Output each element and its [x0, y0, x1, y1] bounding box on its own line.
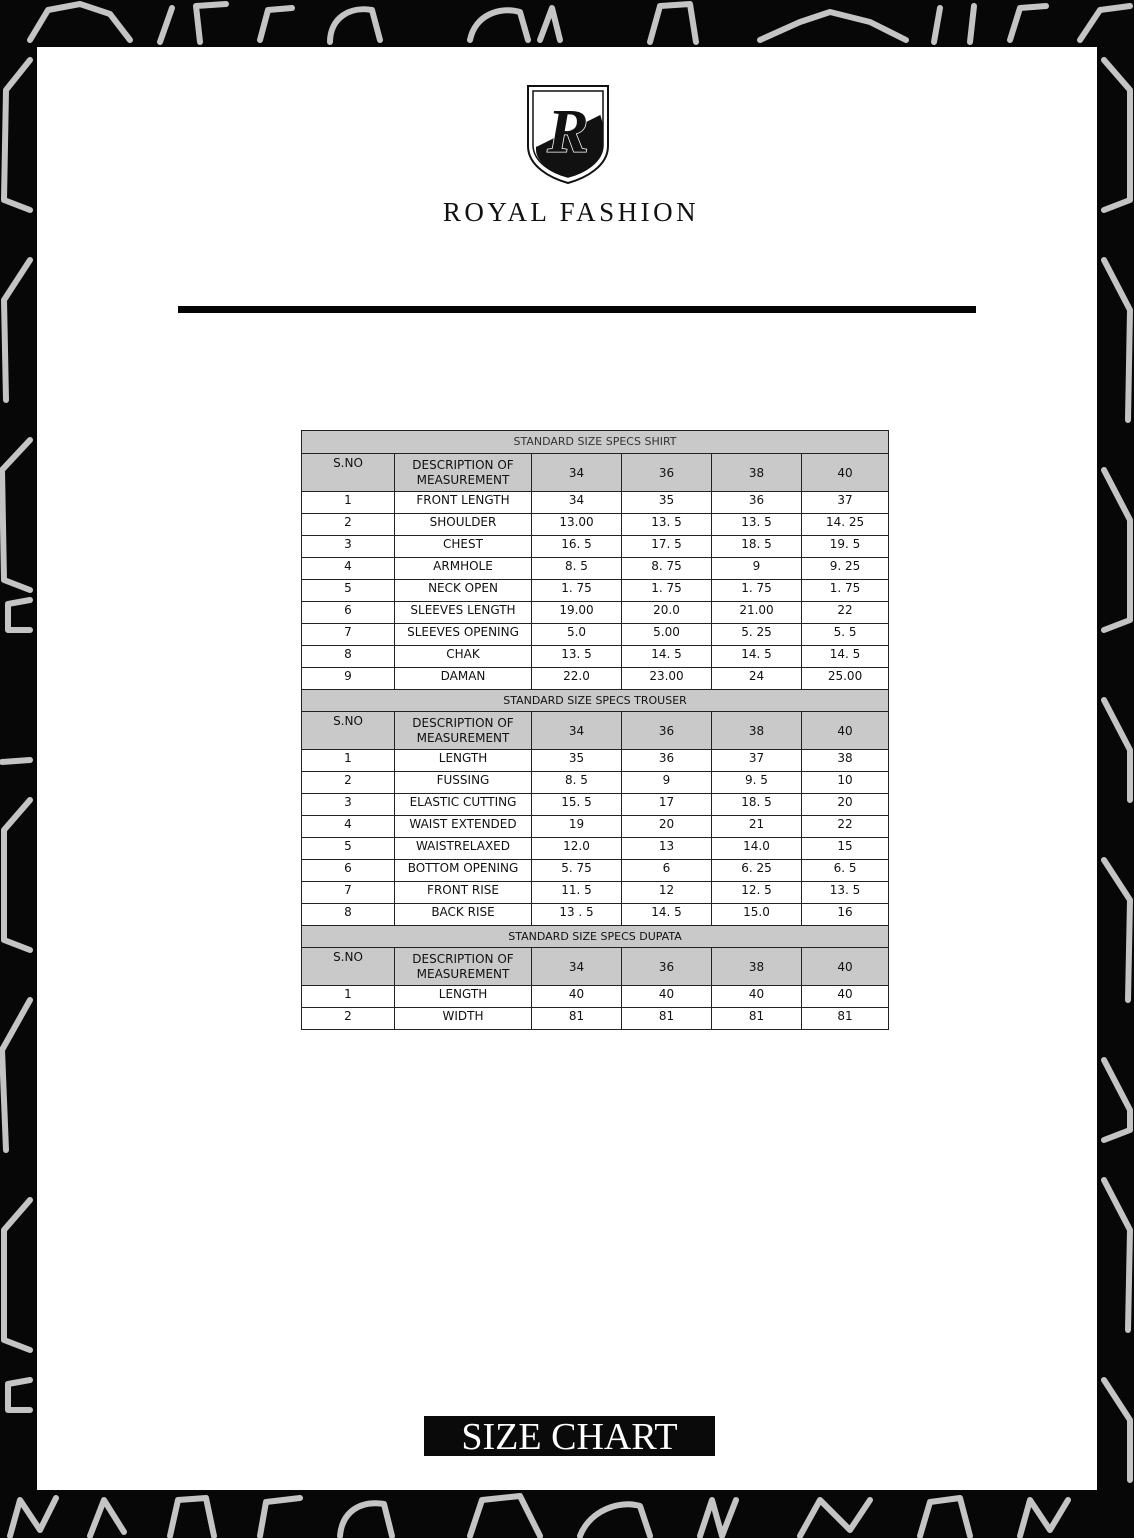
size-header: 34 [532, 712, 622, 750]
measurement-cell: 13. 5 [802, 882, 889, 904]
measurement-cell: 5.0 [532, 624, 622, 646]
measurement-cell: 12 [622, 882, 712, 904]
sno-cell: 8 [302, 904, 395, 926]
column-header-row [302, 712, 889, 750]
size-header: 38 [712, 712, 802, 750]
measurement-cell: 21 [712, 816, 802, 838]
measurement-cell: 35 [532, 750, 622, 772]
measurement-cell: 11. 5 [532, 882, 622, 904]
measurement-cell: 14. 5 [802, 646, 889, 668]
sno-cell: 2 [302, 772, 395, 794]
sno-header: S.NO [302, 948, 395, 986]
section-title-row [302, 431, 889, 454]
measurement-cell: 81 [802, 1008, 889, 1030]
table-row [302, 492, 889, 514]
table-row [302, 536, 889, 558]
sno-cell: 1 [302, 492, 395, 514]
measurement-cell: 24 [712, 668, 802, 690]
royal-fashion-crest-logo [526, 84, 610, 184]
measurement-cell: 13. 5 [532, 646, 622, 668]
measurement-cell: 37 [802, 492, 889, 514]
measurement-cell: 35 [622, 492, 712, 514]
size-header: 40 [802, 712, 889, 750]
description-header [395, 712, 532, 750]
measurement-cell: 17. 5 [622, 536, 712, 558]
measurement-cell: 15 [802, 838, 889, 860]
section-title: STANDARD SIZE SPECS SHIRT [302, 431, 889, 454]
measurement-cell: 40 [532, 986, 622, 1008]
description-cell: FRONT RISE [395, 882, 532, 904]
section-title-row [302, 690, 889, 712]
sno-cell: 7 [302, 882, 395, 904]
sno-cell: 3 [302, 794, 395, 816]
sno-cell: 6 [302, 602, 395, 624]
sno-cell: 8 [302, 646, 395, 668]
table-row [302, 838, 889, 860]
measurement-cell: 17 [622, 794, 712, 816]
measurement-cell: 1. 75 [712, 580, 802, 602]
header-divider [178, 306, 976, 313]
description-cell: SHOULDER [395, 514, 532, 536]
sno-header: S.NO [302, 454, 395, 492]
measurement-cell: 18. 5 [712, 794, 802, 816]
size-header: 40 [802, 454, 889, 492]
measurement-cell: 20 [802, 794, 889, 816]
measurement-cell: 8. 5 [532, 558, 622, 580]
measurement-cell: 14. 25 [802, 514, 889, 536]
measurement-cell: 81 [532, 1008, 622, 1030]
measurement-cell: 10 [802, 772, 889, 794]
description-cell: WIDTH [395, 1008, 532, 1030]
description-header [395, 454, 532, 492]
sno-cell: 5 [302, 838, 395, 860]
measurement-cell: 13. 5 [712, 514, 802, 536]
description-cell: CHEST [395, 536, 532, 558]
measurement-cell: 40 [622, 986, 712, 1008]
measurement-cell: 37 [712, 750, 802, 772]
table-row [302, 668, 889, 690]
section-title: STANDARD SIZE SPECS DUPATA [302, 926, 889, 948]
measurement-cell: 20.0 [622, 602, 712, 624]
table-row [302, 986, 889, 1008]
sno-cell: 6 [302, 860, 395, 882]
table-row [302, 514, 889, 536]
sno-cell: 1 [302, 986, 395, 1008]
measurement-cell: 13 [622, 838, 712, 860]
measurement-cell: 15. 5 [532, 794, 622, 816]
sno-cell: 3 [302, 536, 395, 558]
table-row [302, 772, 889, 794]
measurement-cell: 6 [622, 860, 712, 882]
measurement-cell: 19 [532, 816, 622, 838]
measurement-cell: 40 [712, 986, 802, 1008]
measurement-cell: 5. 75 [532, 860, 622, 882]
section-title: STANDARD SIZE SPECS TROUSER [302, 690, 889, 712]
sno-cell: 7 [302, 624, 395, 646]
measurement-cell: 6. 5 [802, 860, 889, 882]
sno-cell: 4 [302, 558, 395, 580]
measurement-cell: 9 [712, 558, 802, 580]
table-row [302, 904, 889, 926]
table-row [302, 1008, 889, 1030]
measurement-cell: 21.00 [712, 602, 802, 624]
table-row [302, 860, 889, 882]
logo-letter: R [547, 98, 589, 166]
size-chart-page [37, 47, 1097, 1490]
description-header-line1: DESCRIPTION OF [412, 457, 514, 472]
size-header: 38 [712, 948, 802, 986]
measurement-cell: 19.00 [532, 602, 622, 624]
measurement-cell: 22 [802, 816, 889, 838]
measurement-cell: 38 [802, 750, 889, 772]
measurement-cell: 13 . 5 [532, 904, 622, 926]
measurement-cell: 14. 5 [622, 646, 712, 668]
measurement-cell: 34 [532, 492, 622, 514]
table-row [302, 646, 889, 668]
description-header-line2: MEASUREMENT [416, 730, 510, 745]
measurement-cell: 13. 5 [622, 514, 712, 536]
description-cell: ELASTIC CUTTING [395, 794, 532, 816]
measurement-cell: 14. 5 [712, 646, 802, 668]
description-cell: BACK RISE [395, 904, 532, 926]
sno-cell: 2 [302, 514, 395, 536]
measurement-cell: 14. 5 [622, 904, 712, 926]
table-row [302, 750, 889, 772]
measurement-cell: 23.00 [622, 668, 712, 690]
description-cell: LENGTH [395, 986, 532, 1008]
measurement-cell: 20 [622, 816, 712, 838]
table-row [302, 558, 889, 580]
description-cell: CHAK [395, 646, 532, 668]
description-cell: ARMHOLE [395, 558, 532, 580]
description-cell: WAIST EXTENDED [395, 816, 532, 838]
description-cell: SLEEVES LENGTH [395, 602, 532, 624]
measurement-cell: 12. 5 [712, 882, 802, 904]
size-header: 34 [532, 948, 622, 986]
measurement-cell: 8. 75 [622, 558, 712, 580]
sno-cell: 2 [302, 1008, 395, 1030]
description-header-line1: DESCRIPTION OF [412, 715, 514, 730]
size-header: 34 [532, 454, 622, 492]
brand-name: ROYAL FASHION [442, 197, 700, 227]
description-cell: FRONT LENGTH [395, 492, 532, 514]
measurement-cell: 16. 5 [532, 536, 622, 558]
measurement-cell: 14.0 [712, 838, 802, 860]
description-cell: DAMAN [395, 668, 532, 690]
table-row [302, 624, 889, 646]
measurement-cell: 1. 75 [532, 580, 622, 602]
sno-cell: 1 [302, 750, 395, 772]
size-header: 36 [622, 948, 712, 986]
size-specs-table [301, 430, 889, 1030]
measurement-cell: 16 [802, 904, 889, 926]
table-row [302, 816, 889, 838]
table-row [302, 882, 889, 904]
sno-cell: 9 [302, 668, 395, 690]
description-cell: NECK OPEN [395, 580, 532, 602]
measurement-cell: 9 [622, 772, 712, 794]
description-header-line1: DESCRIPTION OF [412, 951, 514, 966]
table-row [302, 602, 889, 624]
description-header [395, 948, 532, 986]
measurement-cell: 19. 5 [802, 536, 889, 558]
measurement-cell: 12.0 [532, 838, 622, 860]
measurement-cell: 9. 5 [712, 772, 802, 794]
sno-cell: 5 [302, 580, 395, 602]
measurement-cell: 9. 25 [802, 558, 889, 580]
table-row [302, 580, 889, 602]
description-header-line2: MEASUREMENT [416, 966, 510, 981]
measurement-cell: 5. 25 [712, 624, 802, 646]
sno-header: S.NO [302, 712, 395, 750]
measurement-cell: 1. 75 [622, 580, 712, 602]
size-header: 36 [622, 454, 712, 492]
measurement-cell: 8. 5 [532, 772, 622, 794]
size-header: 36 [622, 712, 712, 750]
description-header-line2: MEASUREMENT [416, 472, 510, 487]
measurement-cell: 40 [802, 986, 889, 1008]
measurement-cell: 1. 75 [802, 580, 889, 602]
measurement-cell: 5. 5 [802, 624, 889, 646]
sno-cell: 4 [302, 816, 395, 838]
measurement-cell: 22.0 [532, 668, 622, 690]
description-cell: BOTTOM OPENING [395, 860, 532, 882]
measurement-cell: 81 [712, 1008, 802, 1030]
section-title-row [302, 926, 889, 948]
size-header: 38 [712, 454, 802, 492]
measurement-cell: 13.00 [532, 514, 622, 536]
measurement-cell: 25.00 [802, 668, 889, 690]
size-header: 40 [802, 948, 889, 986]
measurement-cell: 36 [712, 492, 802, 514]
description-cell: WAISTRELAXED [395, 838, 532, 860]
measurement-cell: 18. 5 [712, 536, 802, 558]
table-row [302, 794, 889, 816]
column-header-row [302, 948, 889, 986]
description-cell: FUSSING [395, 772, 532, 794]
measurement-cell: 81 [622, 1008, 712, 1030]
description-cell: LENGTH [395, 750, 532, 772]
measurement-cell: 36 [622, 750, 712, 772]
measurement-cell: 22 [802, 602, 889, 624]
measurement-cell: 6. 25 [712, 860, 802, 882]
description-cell: SLEEVES OPENING [395, 624, 532, 646]
column-header-row [302, 454, 889, 492]
measurement-cell: 5.00 [622, 624, 712, 646]
size-chart-label: SIZE CHART [424, 1416, 715, 1456]
measurement-cell: 15.0 [712, 904, 802, 926]
